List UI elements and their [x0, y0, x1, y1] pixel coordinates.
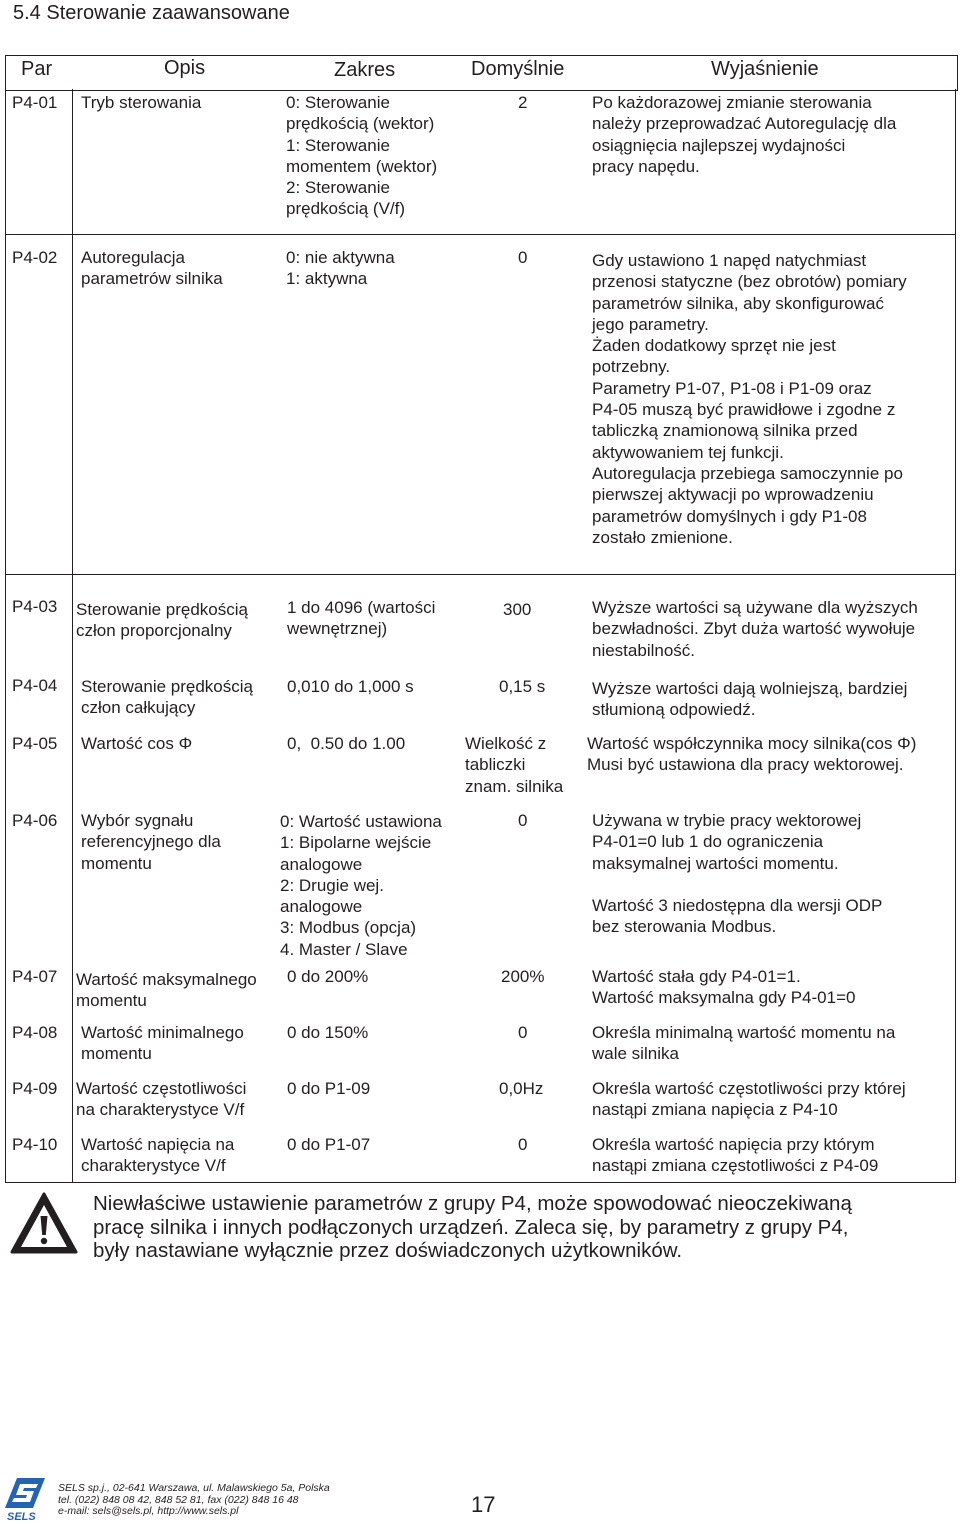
warning-triangle-icon: [10, 1191, 78, 1255]
row-p4-09-par: P4-09: [12, 1079, 58, 1098]
row-p4-09-opis: Wartość częstotliwości na charakterystyce V/f: [76, 1079, 247, 1120]
row-p4-08-par: P4-08: [12, 1023, 58, 1042]
row-p4-09-zakres: 0 do P1-09: [287, 1079, 371, 1098]
row-p4-09-domyslnie: 0,0Hz: [499, 1079, 544, 1098]
row-p4-06-par: P4-06: [12, 811, 58, 830]
header-wyjasnienie: Wyjaśnienie: [711, 58, 819, 80]
row-divider: [5, 574, 956, 575]
row-p4-02-domyslnie: 0: [518, 248, 528, 267]
row-p4-01-par: P4-01: [12, 93, 58, 112]
row-p4-03-opis: Sterowanie prędkością człon proporcjonalny: [76, 600, 248, 641]
row-p4-07-wyjasnienie: Wartość stała gdy P4-01=1. Wartość maksymalna gdy P4-01=0: [592, 967, 856, 1008]
row-p4-04-opis: Sterowanie prędkością człon całkujący: [81, 677, 253, 718]
row-p4-08-domyslnie: 0: [518, 1023, 528, 1042]
row-p4-10-domyslnie: 0: [518, 1135, 528, 1154]
row-p4-07-par: P4-07: [12, 967, 58, 986]
row-p4-02-wyjasnienie: Gdy ustawiono 1 napęd natychmiast przenosi statyczne (bez obrotów) pomiary parametrów silnika, aby skonfigurować jego parametry. Żaden dodatkowy sprzęt nie jest potrzebny. Parametry P1-07, P1-08 i P1-09 oraz P4-05 muszą być prawidłowe i zgodne z tabliczką znamionową silnika przed aktywowaniem tej funkcji. Autoregulacja przebiega samoczynnie po pierwszej aktywacji po wprowadzeniu parametrów domyślnych i gdy P1-08 zostało zmienione.: [592, 251, 907, 547]
header-domyslnie: Domyślnie: [471, 58, 565, 80]
footer-email-link[interactable]: e-mail: sels@sels.pl, http://www.sels.pl: [58, 1505, 239, 1517]
row-p4-04-zakres: 0,010 do 1,000 s: [287, 677, 414, 696]
row-p4-07-zakres: 0 do 200%: [287, 967, 369, 986]
row-p4-05-opis: Wartość cos Φ: [81, 734, 193, 753]
row-p4-05-zakres: 0, 0.50 do 1.00: [287, 734, 406, 753]
row-p4-10-zakres: 0 do P1-07: [287, 1135, 371, 1154]
row-p4-06-wyjasnienie: Używana w trybie pracy wektorowej P4-01=0 lub 1 do ograniczenia maksymalnej wartości momentu. Wartość 3 niedostępna dla wersji ODP bez sterowania Modbus.: [592, 811, 883, 937]
row-p4-04-domyslnie: 0,15 s: [499, 677, 546, 696]
row-p4-03-wyjasnienie: Wyższe wartości są używane dla wyższych bezwładności. Zbyt duża wartość wywołuje niestabilność.: [592, 598, 918, 660]
header-opis: Opis: [164, 57, 206, 79]
section-title: 5.4 Sterowanie zaawansowane: [13, 2, 290, 24]
row-p4-10-wyjasnienie: Określa wartość napięcia przy którym nastąpi zmiana częstotliwości z P4-09: [592, 1135, 879, 1176]
sels-logo-icon: [3, 1474, 53, 1522]
row-p4-03-par: P4-03: [12, 597, 58, 616]
row-p4-06-domyslnie: 0: [518, 811, 528, 830]
row-p4-08-wyjasnienie: Określa minimalną wartość momentu na wale silnika: [592, 1023, 896, 1064]
row-p4-09-wyjasnienie: Określa wartość częstotliwości przy której nastąpi zmiana napięcia z P4-10: [592, 1079, 906, 1120]
row-p4-05-domyslnie: Wielkość z tabliczki znam. silnika: [465, 734, 564, 796]
warning-text: Niewłaściwe ustawienie parametrów z grupy P4, może spowodować nieoczekiwaną pracę silnika i innych podłączonych urządzeń. Zaleca się, by parametry z grupy P4, były nastawiane wyłącznie przez doświadczonych użytkowników.: [93, 1192, 852, 1262]
row-p4-04-wyjasnienie: Wyższe wartości dają wolniejszą, bardziej stłumioną odpowiedź.: [592, 679, 908, 720]
column-divider: [72, 89, 73, 1183]
row-p4-01-zakres: 0: Sterowanie prędkością (wektor) 1: Sterowanie momentem (wektor) 2: Sterowanie prędkością (V/f): [286, 93, 438, 219]
row-p4-02-par: P4-02: [12, 248, 58, 267]
page-number: 17: [471, 1492, 496, 1517]
header-par: Par: [21, 58, 53, 80]
row-p4-01-domyslnie: 2: [518, 93, 528, 112]
logo-text: SELS: [7, 1511, 36, 1522]
row-p4-01-opis: Tryb sterowania: [81, 93, 202, 112]
row-p4-07-opis: Wartość maksymalnego momentu: [76, 970, 257, 1011]
row-p4-02-opis: Autoregulacja parametrów silnika: [81, 248, 223, 289]
footer-phone: tel. (022) 848 08 42, 848 52 81, fax (022) 848 16 48: [58, 1493, 299, 1506]
row-p4-08-opis: Wartość minimalnego momentu: [81, 1023, 244, 1064]
row-p4-02-zakres: 0: nie aktywna 1: aktywna: [286, 248, 395, 289]
row-p4-05-wyjasnienie: Wartość współczynnika mocy silnika(cos Φ) Musi być ustawiona dla pracy wektorowej.: [587, 734, 917, 775]
row-p4-10-opis: Wartość napięcia na charakterystyce V/f: [81, 1135, 235, 1176]
row-p4-06-opis: Wybór sygnału referencyjnego dla momentu: [81, 811, 221, 873]
row-p4-05-par: P4-05: [12, 734, 58, 753]
row-p4-10-par: P4-10: [12, 1135, 58, 1154]
row-p4-06-zakres: 0: Wartość ustawiona 1: Bipolarne wejście analogowe 2: Drugie wej. analogowe 3: Modbus (opcja) 4. Master / Slave: [280, 812, 442, 959]
footer-address: SELS sp.j., 02-641 Warszawa, ul. Malawskiego 5a, Polska: [58, 1482, 330, 1494]
row-p4-01-wyjasnienie: Po każdorazowej zmianie sterowania należy przeprowadzać Autoregulację dla osiągnięcia najlepszej wydajności pracy napędu.: [592, 93, 897, 176]
row-p4-03-domyslnie: 300: [503, 600, 532, 619]
row-p4-07-domyslnie: 200%: [501, 967, 545, 986]
header-zakres: Zakres: [334, 59, 396, 81]
row-p4-04-par: P4-04: [12, 676, 58, 695]
row-p4-08-zakres: 0 do 150%: [287, 1023, 369, 1042]
row-p4-03-zakres: 1 do 4096 (wartości wewnętrznej): [287, 598, 436, 639]
footer-info: [58, 1483, 330, 1518]
row-divider: [5, 234, 956, 235]
